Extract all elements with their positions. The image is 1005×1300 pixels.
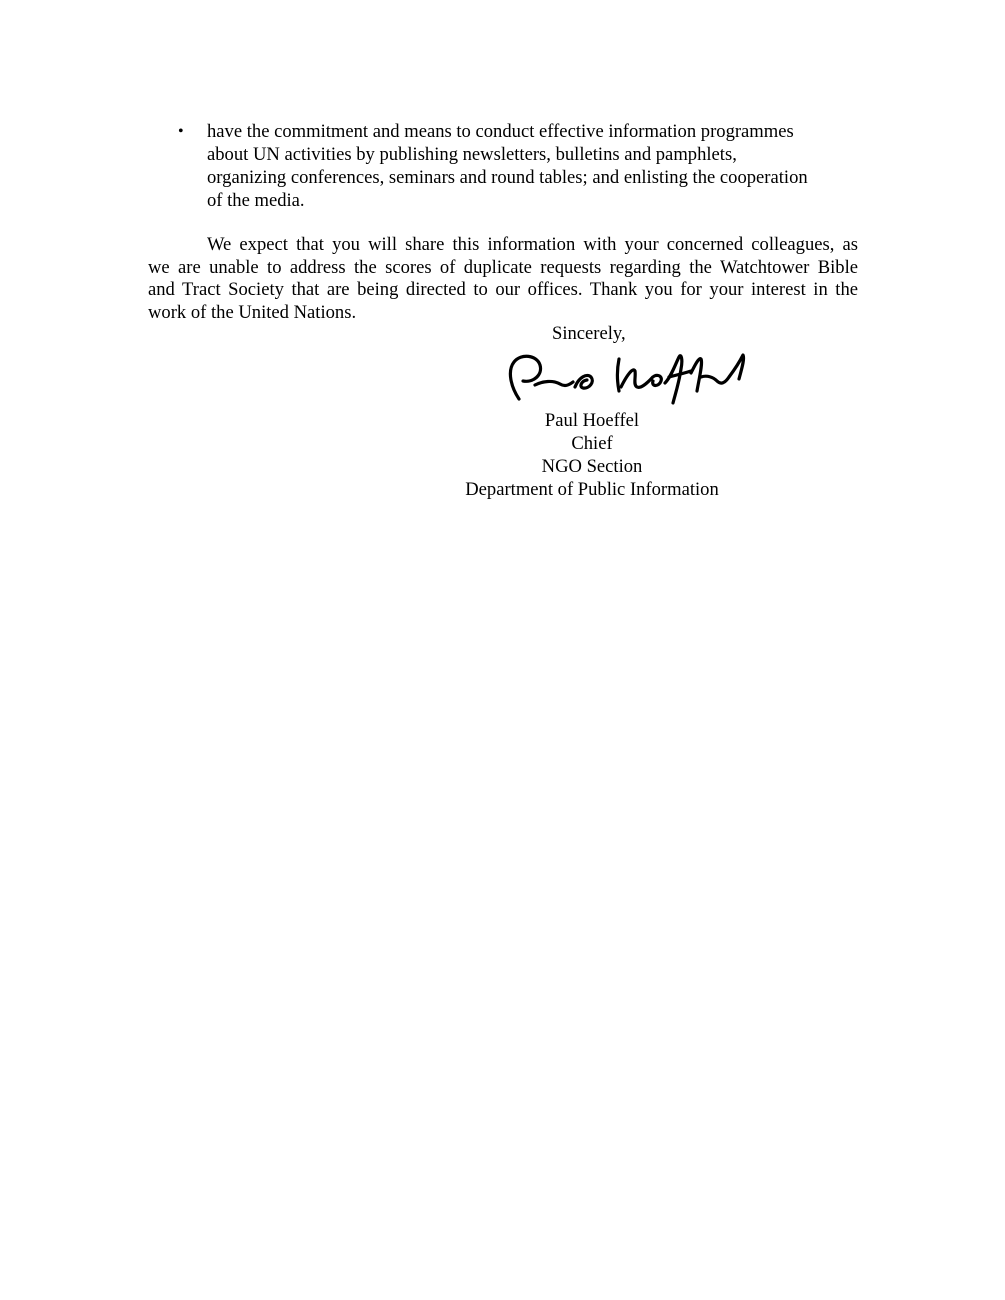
bullet-line: have the commitment and means to conduct effective information programmes (207, 121, 794, 142)
bullet-symbol: • (178, 123, 184, 140)
signatory-title: Chief (571, 433, 613, 454)
paragraph-line: and Tract Society that are being directed to our offices. Thank you for your interest in the (148, 279, 858, 300)
paragraph-line: we are unable to address the scores of duplicate requests regarding the Watchtower Bible (148, 257, 858, 278)
signatory-department: Department of Public Information (465, 479, 719, 500)
bullet-line: about UN activities by publishing newsletters, bulletins and pamphlets, (207, 144, 737, 165)
paragraph-line: work of the United Nations. (148, 302, 357, 323)
signatory-block (400, 410, 784, 502)
signatory-name: Paul Hoeffel (544, 410, 640, 431)
paragraph-line: We expect that you will share this information with your concerned colleagues, as (207, 234, 858, 255)
bullet-line: of the media. (207, 190, 305, 211)
handwritten-signature (505, 347, 755, 409)
signatory-section: NGO Section (541, 456, 643, 477)
closing-salutation: Sincerely, (552, 323, 626, 344)
bullet-line: organizing conferences, seminars and round tables; and enlisting the cooperation (207, 167, 808, 188)
